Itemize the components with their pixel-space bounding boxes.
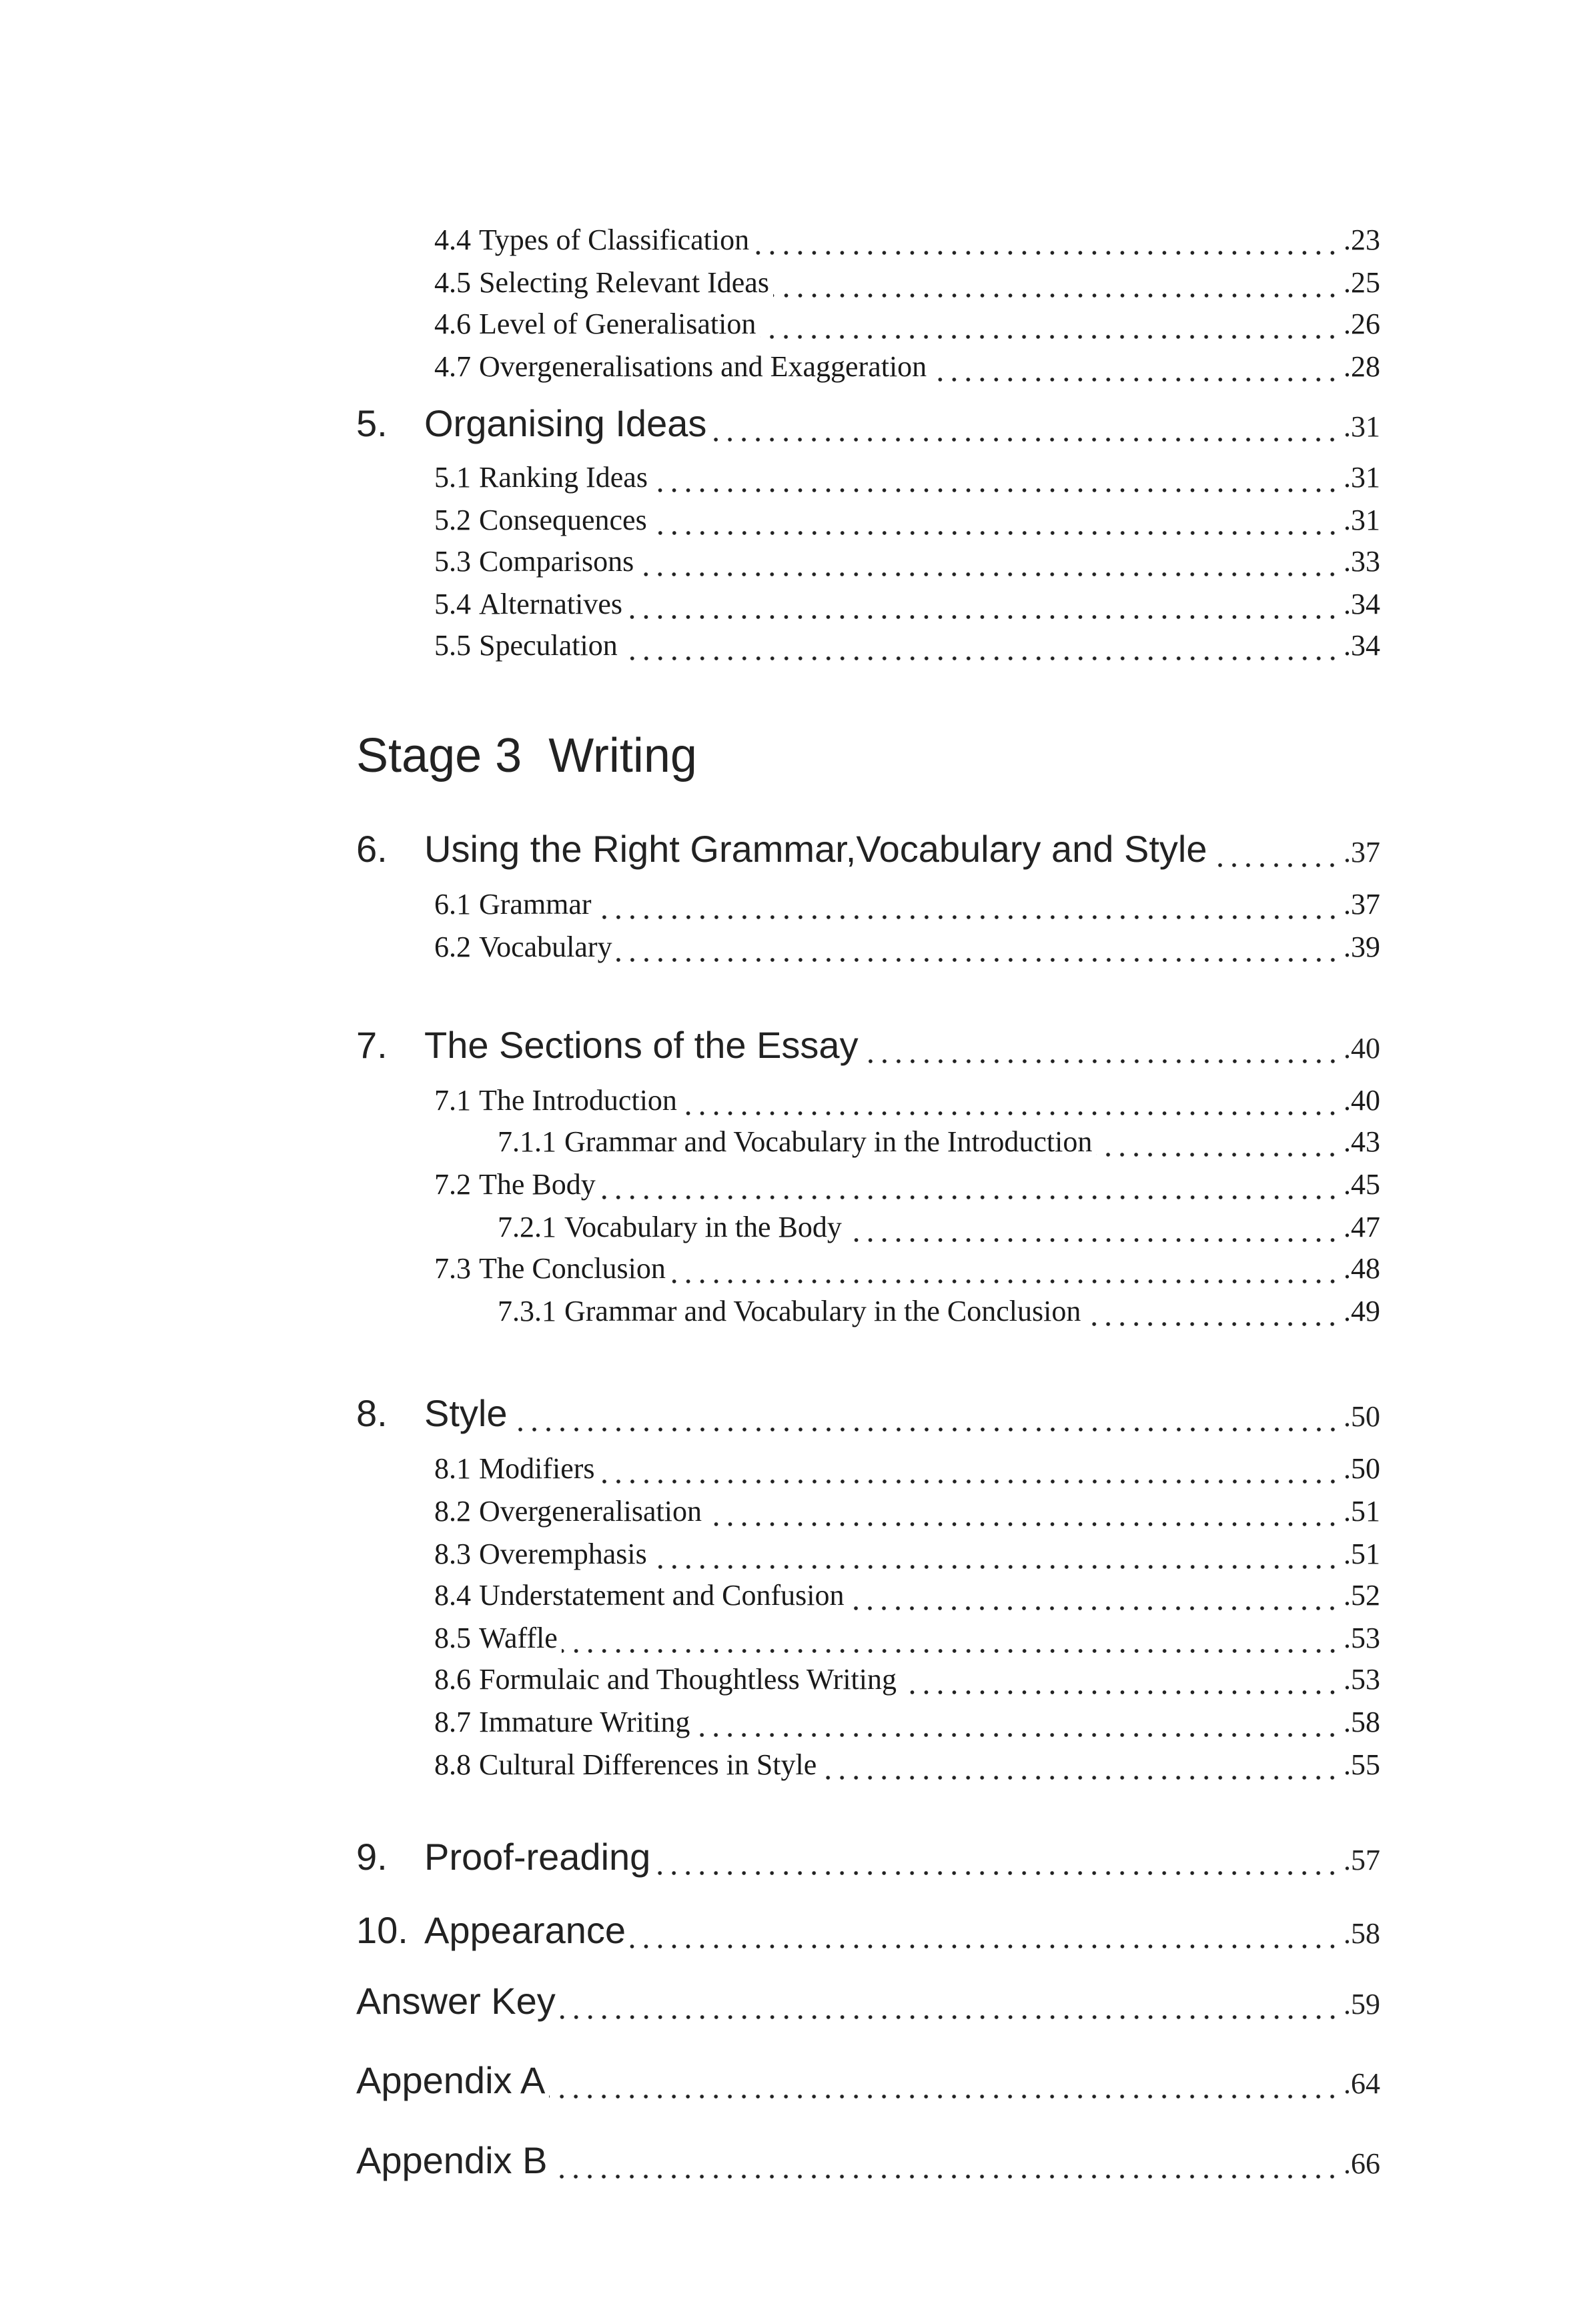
toc-entry[interactable] xyxy=(356,1979,1380,2027)
dot-leader xyxy=(651,1564,1340,1570)
entry-number: 8.4 xyxy=(434,1579,471,1612)
entry-title: Comparisons xyxy=(479,545,634,578)
dot-leader xyxy=(616,957,1340,963)
toc-entry[interactable] xyxy=(434,587,1380,627)
page-number: .45 xyxy=(1344,1168,1380,1201)
entry-title: Immature Writing xyxy=(479,1706,690,1738)
entry-number: 5.4 xyxy=(434,588,471,620)
entry-title: Formulaic and Thoughtless Writing xyxy=(479,1663,897,1696)
entry-title: Cultural Differences in Style xyxy=(479,1748,817,1781)
entry-title: Level of Generalisation xyxy=(479,308,756,340)
toc-entry[interactable] xyxy=(356,1908,1380,1956)
dot-leader xyxy=(652,487,1340,494)
page-number: .51 xyxy=(1344,1538,1380,1570)
entry-number: 4.7 xyxy=(434,350,471,383)
toc-entry[interactable] xyxy=(434,1451,1380,1492)
stage-label: Stage 3 xyxy=(356,729,522,782)
entry-number: 8.2 xyxy=(434,1495,471,1528)
page-number: .55 xyxy=(1344,1748,1380,1781)
dot-leader xyxy=(760,334,1340,340)
entry-title: Appendix A xyxy=(356,2059,546,2101)
dot-leader xyxy=(694,1732,1340,1738)
dot-leader xyxy=(626,614,1340,620)
dot-leader xyxy=(706,1521,1340,1528)
dot-leader xyxy=(599,1478,1340,1485)
dot-leader xyxy=(638,571,1340,578)
dot-leader xyxy=(901,1689,1340,1696)
entry-title: Ranking Ideas xyxy=(479,461,648,494)
dot-leader xyxy=(710,436,1340,443)
entry-number: 8.3 xyxy=(434,1538,471,1570)
entry-number: 5. xyxy=(356,402,388,444)
page-number: .31 xyxy=(1344,410,1380,443)
entry-title: Grammar and Vocabulary in the Conclusion xyxy=(564,1295,1081,1327)
page-number: .23 xyxy=(1344,223,1380,256)
entry-title: Appearance xyxy=(424,1909,626,1951)
entry-number: 7. xyxy=(356,1024,388,1066)
entry-number: 7.3 xyxy=(434,1252,471,1285)
dot-leader xyxy=(821,1774,1340,1781)
entry-number: 7.1 xyxy=(434,1084,471,1117)
entry-number: 8.7 xyxy=(434,1706,471,1738)
stage-title: Writing xyxy=(548,729,697,782)
toc-entry[interactable] xyxy=(434,1494,1380,1534)
dot-leader xyxy=(551,2173,1340,2180)
dot-leader xyxy=(848,1605,1340,1612)
entry-number: 9. xyxy=(356,1836,388,1878)
page-number: .33 xyxy=(1344,545,1380,578)
entry-number: 7.3.1 xyxy=(498,1295,556,1327)
entry-title: The Sections of the Essay xyxy=(424,1024,859,1066)
toc-entry[interactable] xyxy=(498,1294,1380,1334)
entry-title: The Introduction xyxy=(479,1084,677,1117)
entry-title: Consequences xyxy=(479,504,647,536)
page-number: .58 xyxy=(1344,1917,1380,1950)
dot-leader xyxy=(1211,862,1340,868)
toc-entry[interactable] xyxy=(434,503,1380,543)
entry-number: 6.1 xyxy=(434,888,471,921)
entry-title: Understatement and Confusion xyxy=(479,1579,845,1612)
page-number: .64 xyxy=(1344,2067,1380,2100)
entry-title: Style xyxy=(424,1392,508,1434)
entry-title: Modifiers xyxy=(479,1452,595,1485)
page-number: .25 xyxy=(1344,266,1380,299)
page-number: .52 xyxy=(1344,1579,1380,1612)
toc-entry[interactable] xyxy=(434,223,1380,263)
entry-number: 8.5 xyxy=(434,1622,471,1654)
entry-number: 6. xyxy=(356,828,388,870)
page-number: .51 xyxy=(1344,1495,1380,1528)
entry-number: 6.2 xyxy=(434,931,471,963)
entry-number: 4.4 xyxy=(434,223,471,256)
dot-leader xyxy=(630,1943,1340,1950)
dot-leader xyxy=(670,1278,1340,1285)
dot-leader xyxy=(863,1058,1340,1065)
toc-entry[interactable] xyxy=(356,1391,1380,1439)
dot-leader xyxy=(654,1870,1340,1876)
entry-number: 7.1.1 xyxy=(498,1125,556,1158)
entry-number: 10. xyxy=(356,1909,408,1951)
toc-entry[interactable] xyxy=(498,1125,1380,1165)
toc-entry[interactable] xyxy=(434,307,1380,347)
entry-title: Proof-reading xyxy=(424,1836,651,1878)
toc-entry[interactable] xyxy=(434,1662,1380,1702)
toc-entry[interactable] xyxy=(434,887,1380,927)
page-number: .43 xyxy=(1344,1125,1380,1158)
dot-leader xyxy=(560,2014,1340,2020)
toc-entry[interactable] xyxy=(356,2059,1380,2107)
page-number: .26 xyxy=(1344,308,1380,340)
entry-title: Vocabulary xyxy=(479,931,612,963)
toc-entry[interactable] xyxy=(434,1083,1380,1123)
entry-number: 4.5 xyxy=(434,266,471,299)
entry-number: 5.3 xyxy=(434,545,471,578)
entry-title: Waffle xyxy=(479,1622,558,1654)
entry-number: 8.1 xyxy=(434,1452,471,1485)
toc-entry[interactable] xyxy=(356,1835,1380,1883)
toc-entry[interactable] xyxy=(434,1167,1380,1207)
dot-leader xyxy=(600,1194,1340,1201)
dot-leader xyxy=(562,1648,1340,1654)
entry-number: 7.2 xyxy=(434,1168,471,1201)
entry-title: Grammar and Vocabulary in the Introduction xyxy=(564,1125,1093,1158)
entry-title: Types of Classification xyxy=(479,223,750,256)
toc-entry[interactable] xyxy=(434,1621,1380,1661)
dot-leader xyxy=(1096,1151,1340,1158)
dot-leader xyxy=(622,655,1340,662)
toc-entry[interactable] xyxy=(498,1210,1380,1250)
entry-title: Appendix B xyxy=(356,2139,548,2181)
toc-entry[interactable] xyxy=(434,1748,1380,1788)
entry-number: 5.5 xyxy=(434,629,471,662)
page-number: .59 xyxy=(1344,1988,1380,2020)
toc-entry[interactable] xyxy=(434,1537,1380,1577)
entry-number: 5.1 xyxy=(434,461,471,494)
page-number: .31 xyxy=(1344,461,1380,494)
page-number: .48 xyxy=(1344,1252,1380,1285)
page-number: .50 xyxy=(1344,1400,1380,1433)
toc-entry[interactable] xyxy=(356,827,1380,875)
entry-title: Using the Right Grammar,Vocabulary and Style xyxy=(424,828,1207,870)
entry-number: 8.8 xyxy=(434,1748,471,1781)
toc-entry[interactable] xyxy=(434,460,1380,500)
page-number: .57 xyxy=(1344,1844,1380,1876)
toc-entry[interactable] xyxy=(434,930,1380,970)
page-number: .53 xyxy=(1344,1663,1380,1696)
page-number: .31 xyxy=(1344,504,1380,536)
entry-title: Organising Ideas xyxy=(424,402,707,444)
page-number: .37 xyxy=(1344,888,1380,921)
toc-entry[interactable] xyxy=(356,2139,1380,2187)
entry-title: Alternatives xyxy=(479,588,623,620)
dot-leader xyxy=(596,914,1340,921)
page-number: .40 xyxy=(1344,1032,1380,1065)
entry-number: 4.6 xyxy=(434,308,471,340)
dot-leader xyxy=(931,376,1340,383)
entry-title: Answer Key xyxy=(356,1980,556,2022)
page-number: .49 xyxy=(1344,1295,1380,1327)
toc-entry[interactable] xyxy=(356,1023,1380,1071)
toc-entry[interactable] xyxy=(434,1578,1380,1618)
entry-title: The Conclusion xyxy=(479,1252,666,1285)
dot-leader xyxy=(681,1110,1340,1117)
entry-title: Speculation xyxy=(479,629,618,662)
page-number: .47 xyxy=(1344,1211,1380,1243)
dot-leader xyxy=(1085,1321,1340,1327)
page-number: .37 xyxy=(1344,836,1380,868)
toc-entry[interactable] xyxy=(434,1251,1380,1291)
entry-title: Grammar xyxy=(479,888,592,921)
dot-leader xyxy=(773,292,1340,299)
entry-number: 8. xyxy=(356,1392,388,1434)
entry-number: 5.2 xyxy=(434,504,471,536)
toc-entry[interactable] xyxy=(434,265,1380,306)
dot-leader xyxy=(753,249,1340,256)
page-number: .50 xyxy=(1344,1452,1380,1485)
toc-entry[interactable] xyxy=(434,350,1380,390)
page-number: .28 xyxy=(1344,350,1380,383)
entry-title: Overgeneralisation xyxy=(479,1495,702,1528)
page-number: .34 xyxy=(1344,629,1380,662)
toc-entry[interactable] xyxy=(434,1705,1380,1745)
entry-title: The Body xyxy=(479,1168,596,1201)
dot-leader xyxy=(846,1237,1340,1243)
dot-leader xyxy=(651,530,1340,536)
page-number: .58 xyxy=(1344,1706,1380,1738)
stage-heading xyxy=(356,728,724,783)
entry-number: 8.6 xyxy=(434,1663,471,1696)
dot-leader xyxy=(549,2093,1340,2100)
page-number: .53 xyxy=(1344,1622,1380,1654)
toc-entry[interactable] xyxy=(356,402,1380,450)
entry-title: Selecting Relevant Ideas xyxy=(479,266,769,299)
page-number: .40 xyxy=(1344,1084,1380,1117)
entry-title: Vocabulary in the Body xyxy=(564,1211,842,1243)
page-number: .39 xyxy=(1344,931,1380,963)
entry-title: Overemphasis xyxy=(479,1538,647,1570)
page-number: .66 xyxy=(1344,2147,1380,2180)
toc-entry[interactable] xyxy=(434,544,1380,584)
entry-number: 7.2.1 xyxy=(498,1211,556,1243)
dot-leader xyxy=(512,1426,1340,1433)
entry-title: Overgeneralisations and Exaggeration xyxy=(479,350,927,383)
page-number: .34 xyxy=(1344,588,1380,620)
toc-entry[interactable] xyxy=(434,628,1380,668)
